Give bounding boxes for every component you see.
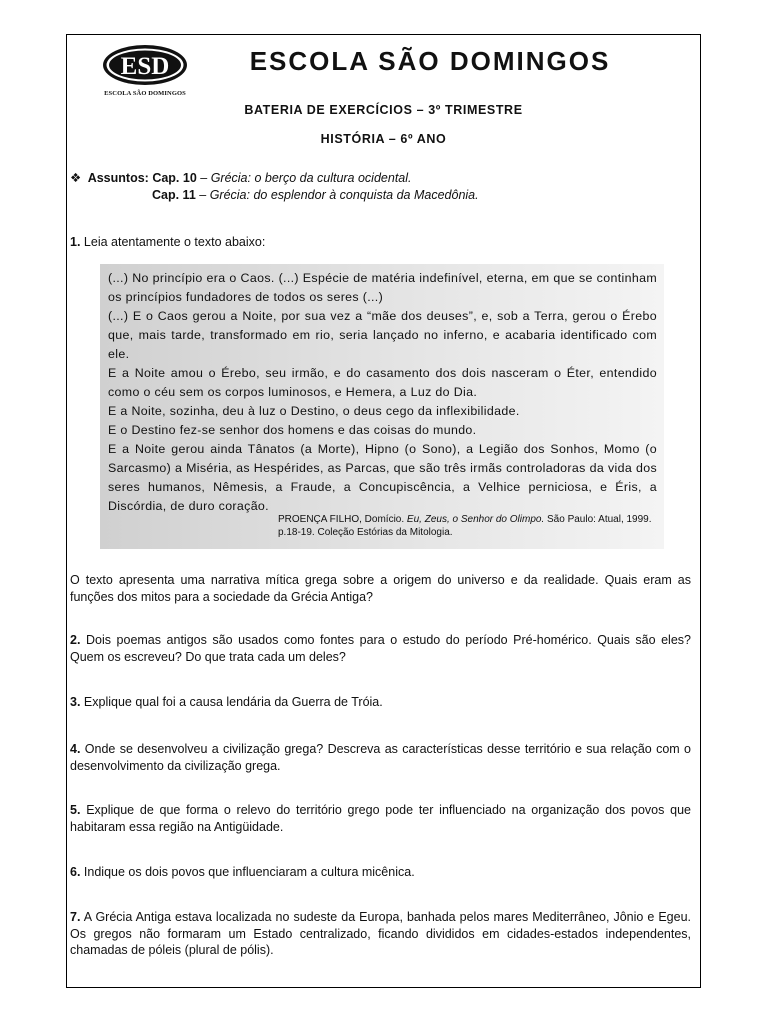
citation bbox=[278, 513, 660, 539]
question-1-followup: O texto apresenta uma narrativa mítica grega sobre a origem do universo e da realidade. Quais eram as funções dos mitos para a sociedade da Grécia Antiga? bbox=[70, 573, 691, 604]
subjects-block bbox=[70, 170, 479, 204]
chapter-title: Grécia: o berço da cultura ocidental. bbox=[210, 171, 412, 185]
school-title: ESCOLA SÃO DOMINGOS bbox=[249, 46, 611, 76]
question-3 bbox=[70, 694, 691, 711]
quote-paragraph: E o Destino fez-se senhor dos homens e das coisas do mundo. bbox=[108, 423, 477, 437]
chapter-number: Cap. 10 bbox=[152, 171, 197, 185]
quote-paragraph: E a Noite amou o Érebo, seu irmão, e do casamento dos dois nasceram o Éter, entendido como o céu sem os corpos luminosos, e Hemera, a Luz do Dia. bbox=[108, 366, 657, 399]
question-number: 4. bbox=[70, 742, 81, 756]
subjects-label: Assuntos: bbox=[87, 171, 149, 185]
quote-paragraph: E a Noite gerou ainda Tânatos (a Morte), Hipno (o Sono), a Legião dos Sonhos, Momo (o Sarcasmo) a Miséria, as Hespérides, as Parcas, que são três irmãs controladoras da vida dos seres humanos, Nêmesis, a Fraude, a Concupiscência, a Velhice perniciosa, e Éris, a Discórdia, de duro coração. bbox=[108, 442, 657, 513]
question-text: Explique qual foi a causa lendária da Guerra de Tróia. bbox=[83, 695, 383, 709]
question-2 bbox=[70, 632, 691, 665]
chapter-title: Grécia: do esplendor à conquista da Macedônia. bbox=[209, 188, 479, 202]
subject-title: HISTÓRIA – 6º ANO bbox=[320, 132, 447, 146]
citation-author: PROENÇA FILHO, Domício. bbox=[278, 514, 407, 525]
question-4 bbox=[70, 741, 691, 774]
question-text: A Grécia Antiga estava localizada no sudeste da Europa, banhada pelos mares Mediterrâneo, Jônio e Egeu. Os gregos não formaram um Estado centralizado, ficando divididos em cidades-estados independentes, chamadas de póleis (plural de pólis). bbox=[70, 910, 691, 957]
quote-paragraph: (...) E o Caos gerou a Noite, por sua vez a “mãe dos deuses”, e, sob a Terra, gerou o Érebo que, mais tarde, transformado em rio, seria lançado no inferno, e acabaria identificado com ele. bbox=[108, 309, 657, 361]
question-text: Onde se desenvolveu a civilização grega? Descreva as características desse território e sua relação com o desenvolvimento da civilização grega. bbox=[70, 742, 691, 773]
question-text: Indique os dois povos que influenciaram a cultura micênica. bbox=[83, 865, 415, 879]
logo-text: ESD bbox=[120, 53, 170, 80]
quote-text bbox=[108, 269, 657, 516]
quote-paragraph: E a Noite, sozinha, deu à luz o Destino, o deus cego da inflexibilidade. bbox=[108, 404, 520, 418]
bullet-icon: ❖ bbox=[70, 171, 82, 185]
logo-caption: ESCOLA SÃO DOMINGOS bbox=[104, 90, 186, 97]
question-number: 3. bbox=[70, 695, 81, 709]
question-1 bbox=[70, 234, 691, 251]
citation-rest: São Paulo: Atual, 1999. p.18-19. Coleção Estórias da Mitologia. bbox=[278, 514, 652, 538]
question-number: 5. bbox=[70, 803, 81, 817]
question-6 bbox=[70, 864, 691, 881]
quote-paragraph: (...) No princípio era o Caos. (...) Espécie de matéria indefinível, eterna, em que se continham os princípios fundadores de todos os seres (...) bbox=[108, 271, 657, 304]
question-text: Leia atentamente o texto abaixo: bbox=[83, 235, 266, 249]
exercise-title: BATERIA DE EXERCÍCIOS – 3º TRIMESTRE bbox=[244, 103, 523, 117]
chapter-dash: – bbox=[196, 171, 211, 185]
subject-row bbox=[70, 170, 479, 187]
question-7 bbox=[70, 909, 691, 959]
question-number: 1. bbox=[70, 235, 81, 249]
question-text: Explique de que forma o relevo do território grego pode ter influenciado na organização dos povos que habitaram essa região na Antigüidade. bbox=[70, 803, 691, 834]
chapter-number: Cap. 11 bbox=[152, 188, 196, 202]
question-number: 2. bbox=[70, 633, 81, 647]
citation-title: Eu, Zeus, o Senhor do Olimpo. bbox=[406, 514, 545, 525]
question-5 bbox=[70, 802, 691, 835]
question-number: 6. bbox=[70, 865, 81, 879]
subject-row bbox=[70, 187, 479, 204]
question-text: Dois poemas antigos são usados como fontes para o estudo do período Pré-homérico. Quais são eles? Quem os escreveu? Do que trata cada um deles? bbox=[70, 633, 691, 664]
question-number: 7. bbox=[70, 910, 81, 924]
chapter-dash: – bbox=[195, 188, 210, 202]
